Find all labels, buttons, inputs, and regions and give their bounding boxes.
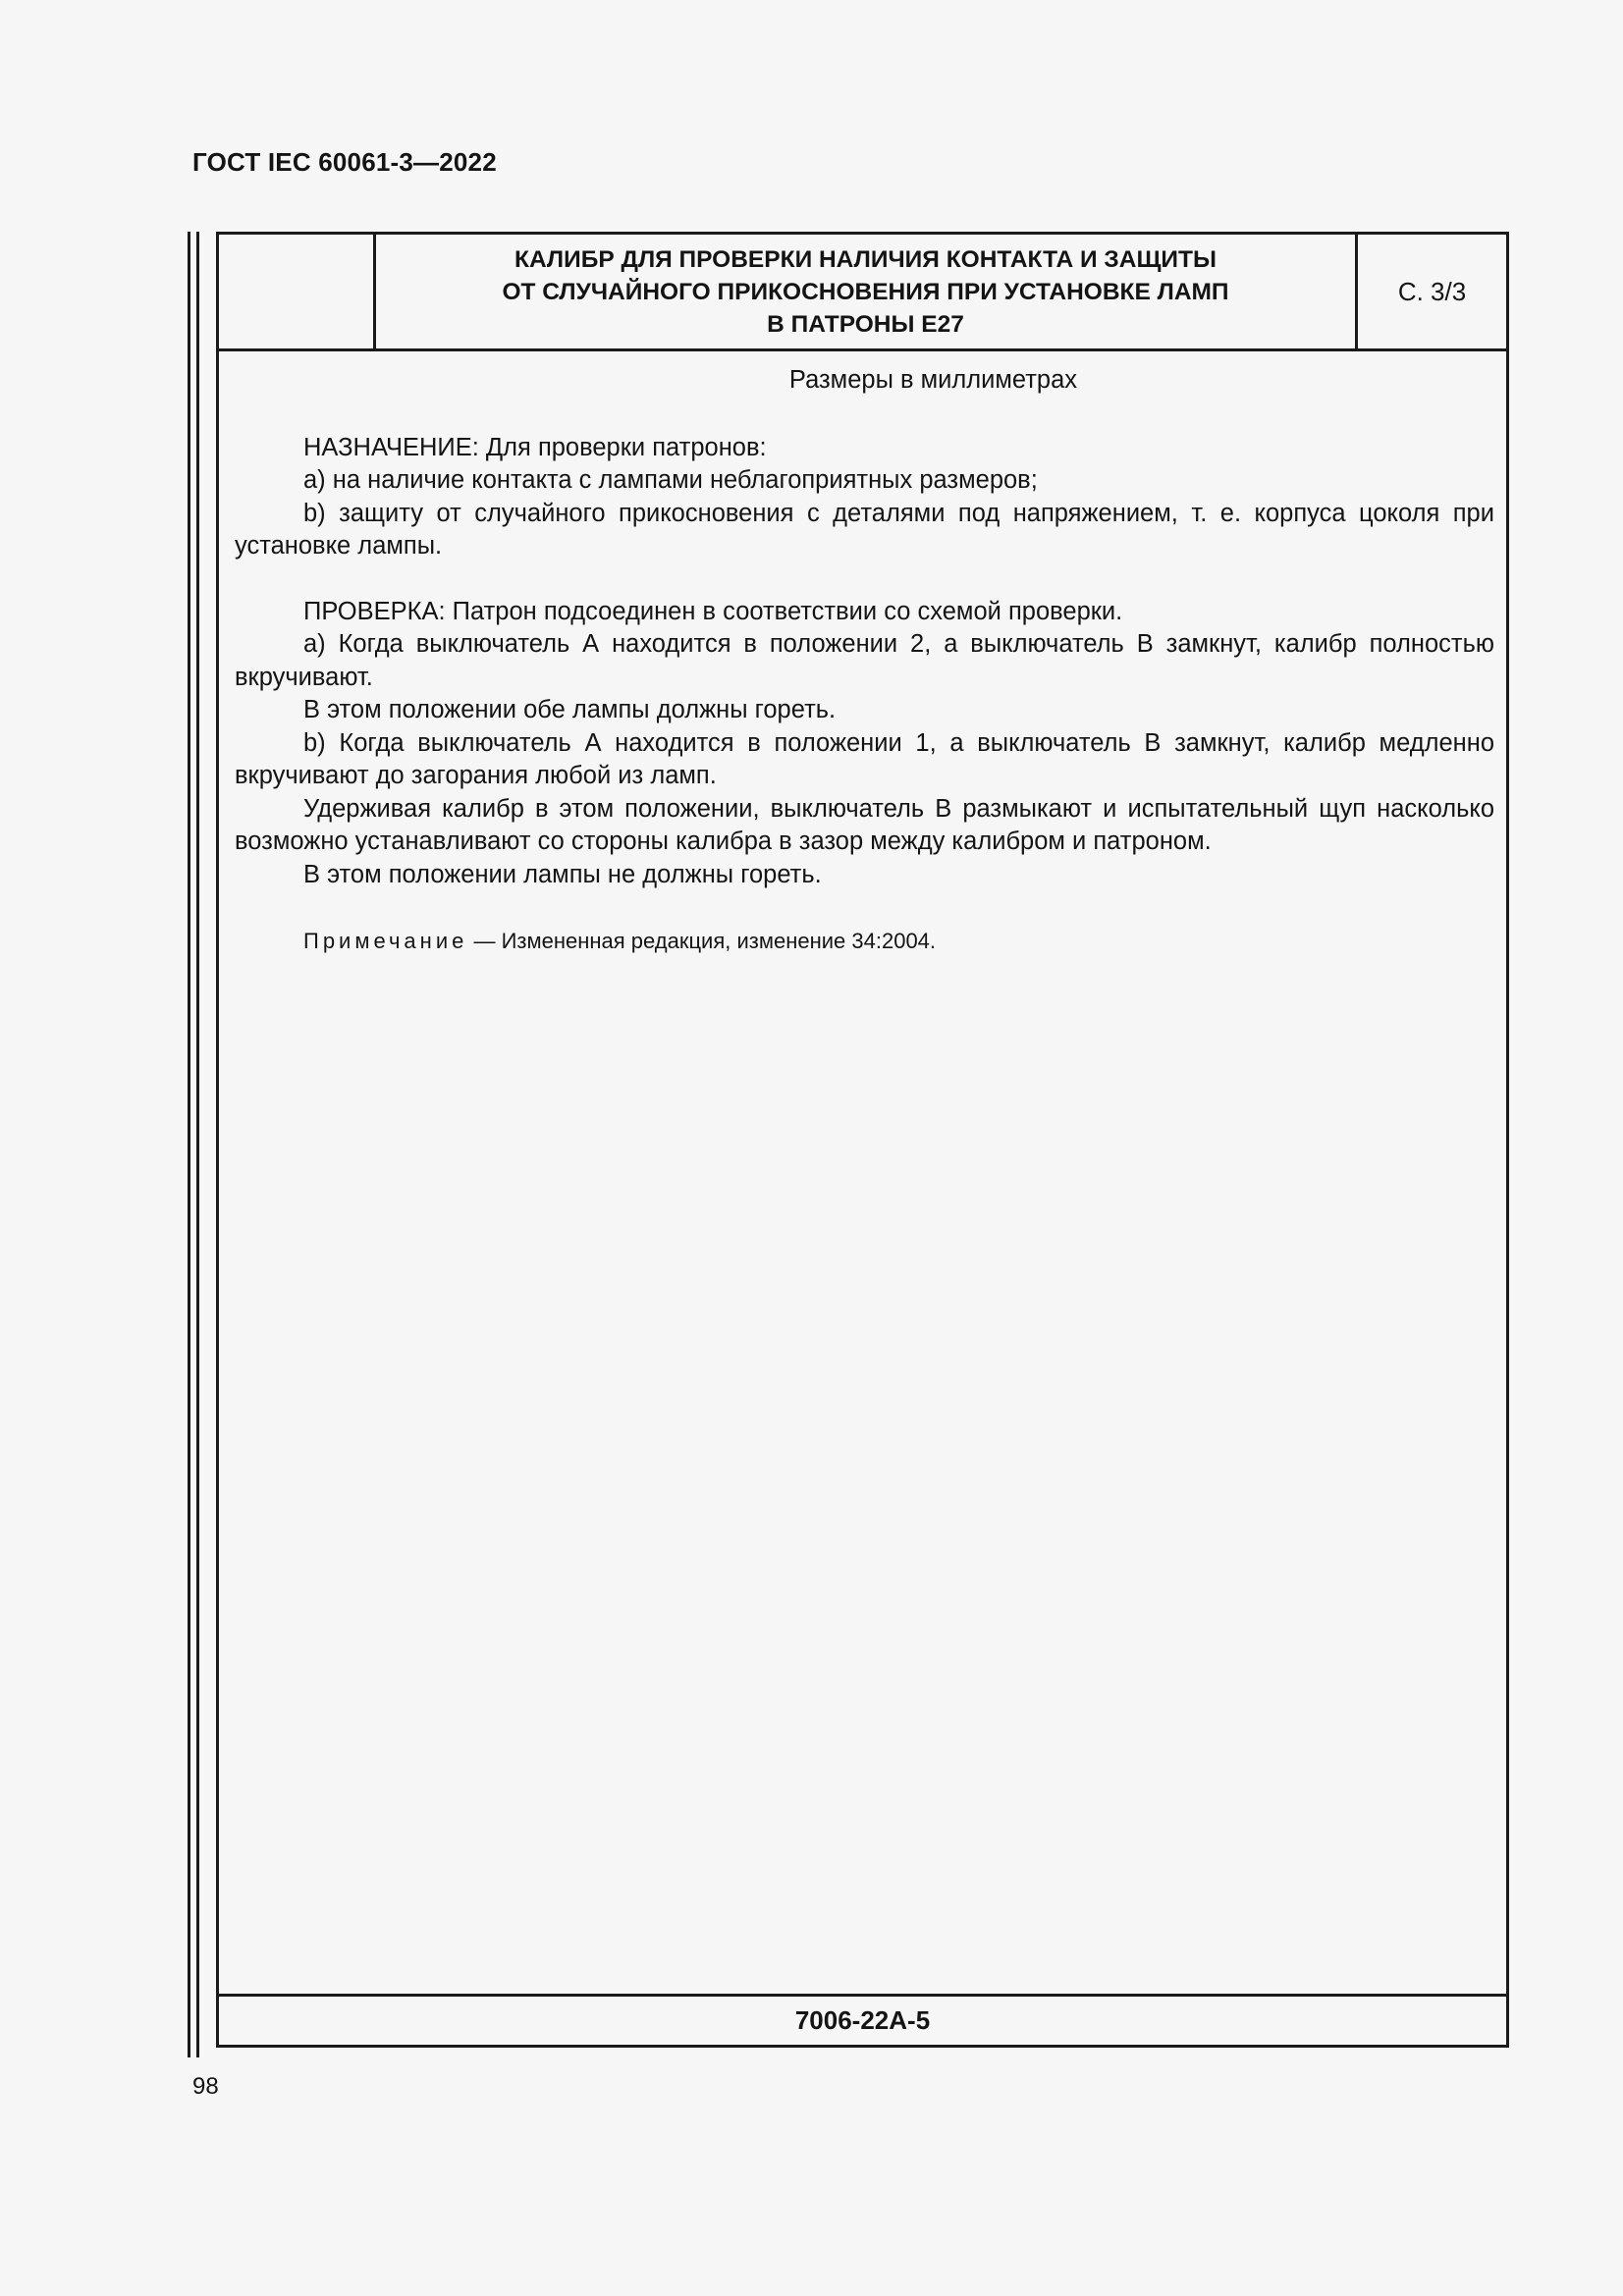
purpose-heading: НАЗНАЧЕНИЕ: Для проверки патронов:: [303, 433, 767, 461]
check-item: a) Когда выключатель А находится в положении 2, а выключатель В замкнут, калибр полностью вкручивают.: [235, 630, 1494, 691]
title-block-empty-cell: [219, 235, 376, 348]
purpose-item: a) на наличие контакта с лампами неблагоприятных размеров;: [303, 466, 1038, 494]
sheet-title-line: В ПАТРОНЫ E27: [767, 310, 964, 338]
sheet-page-ref: С. 3/3: [1397, 276, 1467, 306]
paragraph-gap: [235, 563, 1494, 596]
binding-line-inner: [196, 232, 199, 2057]
sheet-title: [376, 235, 1358, 348]
sheet-code: 7006-22А-5: [219, 1994, 1506, 2045]
sheet-body: [235, 364, 1494, 958]
check-item: В этом положении обе лампы должны гореть.: [303, 696, 837, 723]
document-header: ГОСТ IEC 60061-3—2022: [192, 147, 497, 177]
sheet-frame: [216, 232, 1509, 2048]
title-block: [219, 235, 1506, 351]
purpose-item: b) защиту от случайного прикосновения с деталями под напряжением, т. е. корпуса цоколя при установке лампы.: [235, 499, 1494, 560]
check-item: В этом положении лампы не должны гореть.: [303, 860, 822, 888]
note-label: Примечание: [303, 929, 468, 953]
units-note: Размеры в миллиметрах: [788, 366, 1078, 394]
note: [235, 925, 1494, 958]
sheet-title-line: ОТ СЛУЧАЙНОГО ПРИКОСНОВЕНИЯ ПРИ УСТАНОВКЕ ЛАМП: [502, 278, 1229, 305]
check-item: b) Когда выключатель А находится в положении 1, а выключатель В замкнут, калибр медленно вкручивают до загорания любой из ламп.: [235, 728, 1494, 789]
binding-line-outer: [188, 232, 190, 2057]
page-number: 98: [192, 2073, 219, 2100]
check-item: Удерживая калибр в этом положении, выключатель В размыкают и испытательный щуп насколько возможно устанавливают со стороны калибра в зазор между калибром и патроном.: [235, 794, 1494, 855]
check-heading: ПРОВЕРКА: Патрон подсоединен в соответствии со схемой проверки.: [303, 597, 1123, 625]
note-text: — Измененная редакция, изменение 34:2004.: [467, 929, 937, 953]
sheet-title-line: КАЛИБР ДЛЯ ПРОВЕРКИ НАЛИЧИЯ КОНТАКТА И ЗАЩИТЫ: [514, 245, 1217, 273]
